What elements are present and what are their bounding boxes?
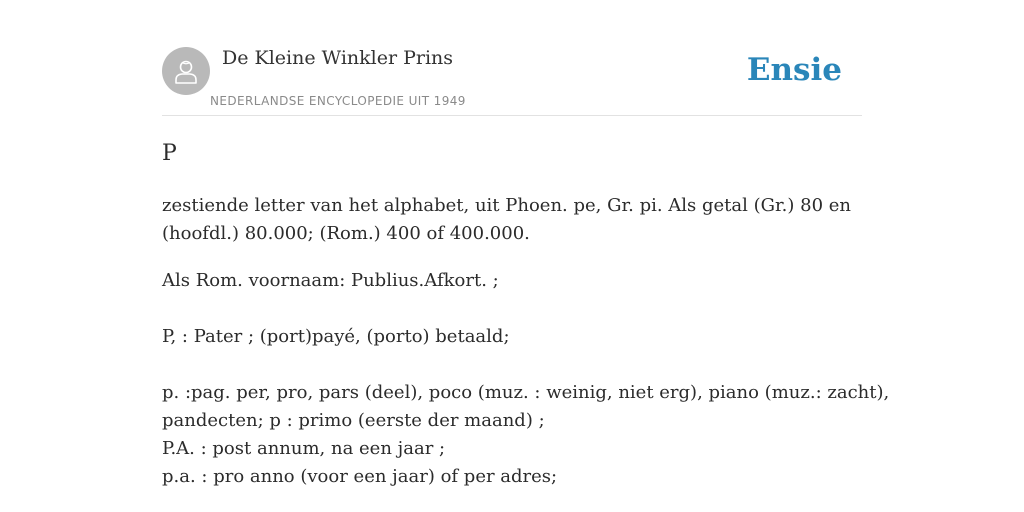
- line-spacer: [162, 295, 862, 323]
- source-title-link[interactable]: De Kleine Winkler Prins: [222, 47, 454, 69]
- article-abbreviations: [162, 267, 890, 491]
- abbreviation-line: Als Rom. voornaam: Publius.Afkort. ;: [162, 270, 499, 291]
- article-title: P: [162, 141, 177, 166]
- abbreviation-line: P, : Pater ; (port)payé, (porto) betaald;: [162, 326, 510, 347]
- abbreviation-line: p.a. : pro anno (voor een jaar) of per adres;: [162, 466, 558, 487]
- user-icon: [171, 56, 201, 86]
- source-avatar[interactable]: [162, 47, 210, 95]
- abbreviation-line: p. :pag. per, pro, pars (deel), poco (muz. : weinig, niet erg), piano (muz.: zacht),: [162, 382, 890, 403]
- line-spacer: [162, 351, 862, 379]
- source-subtitle: NEDERLANDSE ENCYCLOPEDIE UIT 1949: [210, 94, 466, 108]
- source-header: [162, 0, 862, 116]
- article-intro: zestiende letter van het alphabet, uit Phoen. pe, Gr. pi. Als getal (Gr.) 80 en (hoofdl.) 80.000; (Rom.) 400 of 400.000.: [162, 195, 851, 244]
- brand-logo-link[interactable]: Ensie: [746, 52, 842, 88]
- abbreviation-line: P.A. : post annum, na een jaar ;: [162, 438, 446, 459]
- abbreviation-line: pandecten; p : primo (eerste der maand) ;: [162, 410, 545, 431]
- article-body: [162, 138, 890, 491]
